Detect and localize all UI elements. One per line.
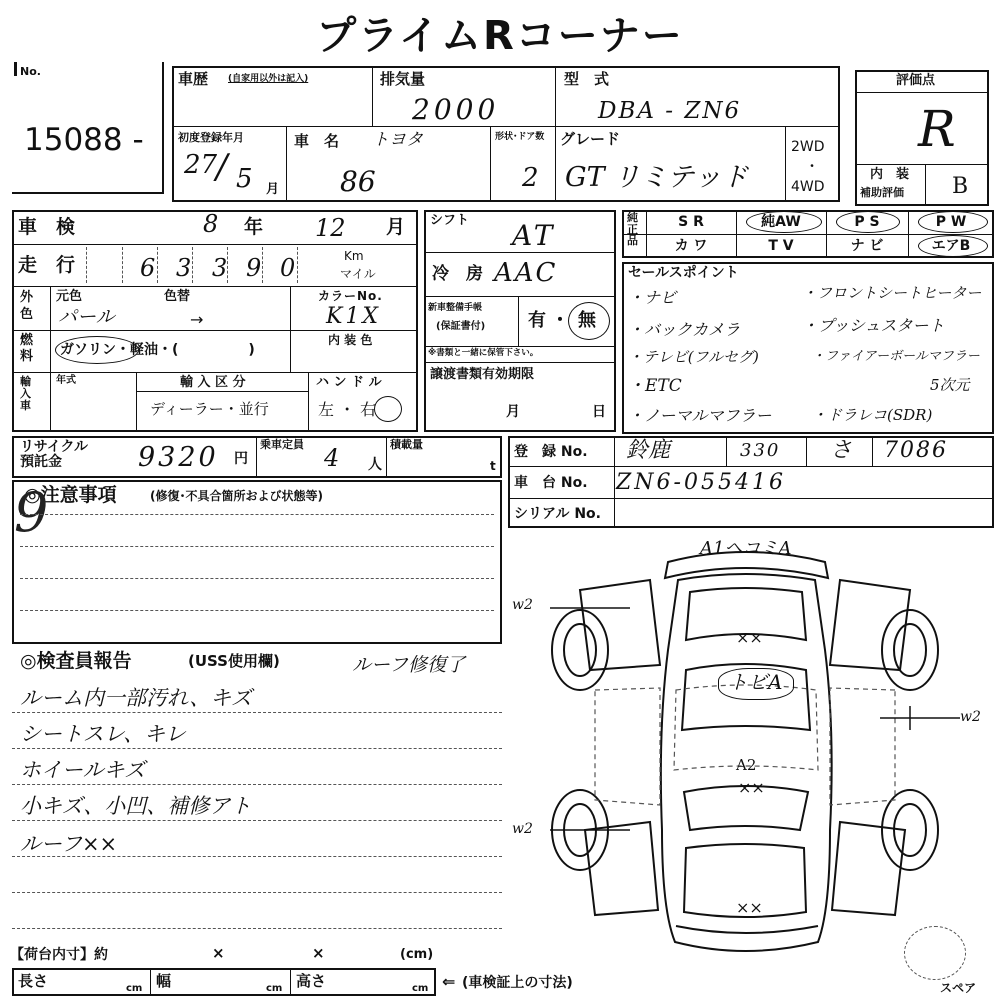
interior-color-label: 内 装 色	[328, 333, 373, 347]
sales-point-item: ・ナビ	[628, 288, 677, 307]
mileage-label: 走 行	[18, 254, 76, 276]
grid-line	[12, 372, 418, 373]
import-year-label: 年式	[56, 375, 76, 386]
import-section-label: 輸 入 区 分	[180, 375, 246, 390]
inspector-note: (USS使用欄)	[188, 652, 280, 670]
sales-point-item: ・ファイアーボールマフラー	[812, 349, 980, 364]
grid-line	[806, 436, 807, 466]
score-line	[925, 164, 926, 206]
mileage-digit: 3	[212, 254, 228, 282]
inspection-month-unit: 月	[386, 216, 406, 238]
interior-label-2: 補助評価	[860, 186, 904, 199]
pw-circle	[918, 211, 988, 233]
airbag-circle	[918, 235, 988, 257]
grid-line	[290, 286, 291, 372]
damage-rear: ××	[736, 898, 763, 917]
fuel-label: 燃 料	[20, 333, 34, 364]
load-unit: t	[490, 459, 496, 473]
damage-roof: トビA	[728, 670, 783, 694]
inspector-line: 小キズ、小凹、補修アト	[20, 794, 252, 818]
digit-sep	[192, 247, 193, 283]
drive-dot: ・	[806, 159, 819, 173]
equipment-airbag: エアB	[931, 238, 971, 254]
sales-point-item: ・テレビ(フルセグ)	[628, 348, 759, 366]
report-line	[12, 712, 502, 713]
height-unit: cm	[412, 983, 429, 994]
equipment-aw: 純AW	[761, 214, 801, 230]
ps-circle	[836, 211, 900, 233]
damage-w2-right: w2	[960, 709, 981, 725]
displacement-value: 2000	[412, 93, 500, 126]
grid-line	[290, 968, 291, 996]
caution-note: (修復･不具合箇所および状態等)	[150, 489, 323, 503]
score-line	[855, 164, 989, 165]
equipment-sr: S R	[678, 214, 704, 230]
roof-circle	[718, 668, 794, 700]
sales-point-item: ・プッシュスタート	[802, 316, 945, 335]
grid-line	[614, 436, 615, 528]
interior-value: B	[952, 174, 969, 199]
caution-label: ◎注意事項	[24, 484, 117, 506]
height-label: 高さ	[296, 972, 327, 990]
grid-line	[136, 391, 308, 392]
handle-value: 左 ・ 右	[318, 400, 377, 419]
cargo-unit: (cm)	[400, 947, 434, 962]
equipment-navi: ナ ビ	[850, 238, 884, 254]
manual-no: 無	[578, 310, 596, 331]
exterior-label: 外 色	[20, 290, 34, 322]
mileage-digit: 0	[280, 254, 296, 282]
doors-value: 2	[522, 163, 539, 193]
grid-line	[12, 286, 418, 287]
history-label: 車歴	[178, 70, 209, 88]
grid-line	[386, 436, 387, 478]
fuel-options: ガソリン・軽油・( )	[60, 342, 255, 358]
digit-sep	[122, 247, 123, 283]
inspector-remark: ルーフ修復了	[352, 654, 466, 676]
grid-line	[622, 234, 994, 235]
grid-line	[508, 466, 994, 467]
recycle-label: リサイクル 預託金	[20, 439, 89, 471]
equipment-leather: カ ワ	[674, 238, 708, 254]
score-line	[855, 92, 989, 93]
mileage-digit: 6	[140, 254, 156, 282]
grade-label: グレード	[560, 130, 621, 148]
dimensions-row	[12, 968, 436, 996]
grid-line	[785, 126, 786, 202]
grid-line	[555, 66, 556, 202]
shift-label: シフト	[430, 213, 470, 228]
ac-value: AAC	[494, 258, 558, 288]
grid-line	[172, 126, 840, 127]
registration-place: 鈴鹿	[626, 438, 671, 463]
transfer-day: 日	[592, 404, 606, 420]
sales-point-item: ・バックカメラ	[628, 320, 741, 339]
grid-line	[150, 968, 151, 996]
manual-note: ※書類と一緒に保管下さい。	[428, 348, 539, 358]
color-no-label: カラーNo.	[318, 289, 383, 303]
manual-no-circle	[568, 302, 610, 340]
displacement-label: 排気量	[380, 70, 426, 88]
mileage-digit: 9	[246, 254, 262, 282]
chassis-value: ZN6-055416	[616, 470, 786, 495]
interior-label-1: 内 装	[870, 167, 910, 182]
mileage-unit-mile: マイル	[340, 267, 376, 281]
first-reg-label: 初度登録年月	[178, 131, 244, 144]
sales-point-item: ・フロントシートヒーター	[802, 284, 982, 302]
car-name-value: 86	[340, 165, 376, 198]
length-unit: cm	[126, 983, 143, 994]
damage-side-x: ××	[738, 778, 765, 797]
lot-no-label: No.	[20, 65, 41, 78]
grid-line	[372, 66, 373, 126]
caution-line	[20, 578, 494, 579]
sales-point-item: 5次元	[930, 376, 970, 394]
inspector-line: ルーム内一部汚れ、キズ	[20, 686, 252, 710]
cargo-x2: ×	[312, 944, 325, 962]
damage-w2-left-top: w2	[512, 597, 533, 613]
sales-point-item: ・ドラレコ(SDR)	[812, 406, 933, 424]
width-unit: cm	[266, 983, 283, 994]
load-label: 積載量	[390, 438, 423, 451]
model-label: 型 式	[564, 70, 610, 88]
doors-label: 形状･ドア数	[495, 132, 545, 142]
fuel-circle	[55, 336, 139, 364]
score-label: 評価点	[896, 73, 936, 88]
dims-arrow: ⇐	[442, 972, 456, 991]
cargo-x1: ×	[212, 944, 225, 962]
caution-line	[20, 514, 494, 515]
registration-label: 登 録 No.	[514, 444, 588, 460]
chassis-label: 車 台 No.	[514, 475, 588, 491]
equipment-tv: T V	[768, 238, 794, 254]
mileage-unit-km: Km	[344, 249, 364, 263]
cargo-label: 【荷台内寸】約	[10, 947, 108, 963]
capacity-value: 4	[324, 444, 340, 472]
width-label: 幅	[156, 972, 172, 990]
report-line	[12, 928, 502, 929]
orig-color-label: 元色	[56, 289, 83, 304]
drive-2wd: 2WD	[791, 139, 825, 155]
car-maker: トヨタ	[372, 130, 423, 150]
manual-dot: ・	[551, 310, 569, 331]
first-reg-month: 5	[236, 164, 253, 194]
color-arrow: →	[190, 310, 204, 329]
first-reg-year: 27	[184, 150, 218, 180]
mileage-digit: 3	[176, 254, 192, 282]
shift-value: AT	[512, 219, 556, 252]
length-label: 長さ	[18, 972, 49, 990]
recycle-unit: 円	[234, 451, 248, 467]
inspector-line: ホイールキズ	[20, 758, 146, 782]
registration-class: 330	[740, 440, 781, 461]
manual-label-1: 新車整備手帳	[428, 303, 483, 313]
transfer-label: 譲渡書類有効期限	[430, 367, 535, 382]
registration-number: 7086	[884, 438, 948, 463]
grid-line	[136, 372, 137, 432]
handle-circle	[374, 396, 402, 422]
grid-line	[286, 126, 287, 202]
first-reg-slash: /	[216, 147, 228, 187]
page-title: プライムRコーナー	[316, 13, 684, 59]
import-label: 輸 入 車	[20, 375, 31, 413]
import-section-value: ディーラー・並行	[150, 400, 269, 418]
dims-note: (車検証上の寸法)	[462, 975, 573, 991]
grid-line	[518, 296, 519, 346]
digit-sep	[262, 247, 263, 283]
damage-bonnet: ××	[736, 628, 763, 647]
equipment-ps: P S	[854, 214, 880, 230]
grade-value: GT リミテッド	[565, 162, 749, 193]
grid-line	[256, 436, 257, 478]
lot-number: 15088 -	[24, 122, 144, 158]
report-line	[12, 892, 502, 893]
damage-side: A2	[736, 756, 757, 774]
inspection-label: 車 検	[18, 216, 76, 238]
repaint-label: 色替	[164, 289, 191, 304]
report-line	[12, 856, 502, 857]
inspection-year-unit: 年	[244, 216, 264, 238]
inspection-year: 8	[203, 210, 219, 238]
capacity-unit: 人	[368, 457, 382, 473]
grid-line	[726, 436, 727, 466]
grid-line	[50, 286, 51, 432]
grid-line	[424, 346, 616, 347]
grid-line	[424, 296, 616, 297]
transfer-month: 月	[506, 404, 520, 420]
equipment-pw: P W	[935, 214, 967, 230]
spare-circle	[904, 926, 966, 980]
damage-w2-left-bottom: w2	[512, 821, 533, 837]
caution-mark: 9	[14, 481, 49, 544]
spare-label: スペア	[940, 981, 977, 995]
report-line	[12, 820, 502, 821]
capacity-label: 乗車定員	[260, 438, 304, 451]
orig-color-value: パール	[58, 306, 115, 328]
grid-line	[508, 498, 994, 499]
caution-line	[20, 546, 494, 547]
inspector-label: ◎検査員報告	[20, 650, 132, 672]
sales-points-label: セールスポイント	[628, 265, 739, 281]
grid-line	[872, 436, 873, 466]
manual-label-2: (保証書付)	[436, 321, 486, 332]
equipment-genuine-label: 純 正 品	[627, 211, 638, 248]
history-note: (自家用以外は記入)	[228, 74, 309, 84]
sales-point-item: ・ノーマルマフラー	[628, 406, 772, 425]
inspection-month: 12	[315, 214, 346, 242]
grid-line	[424, 252, 616, 253]
grid-line	[12, 244, 418, 245]
recycle-value: 9320	[138, 442, 219, 473]
report-line	[12, 748, 502, 749]
sales-point-item: ・ETC	[628, 376, 682, 396]
model-value: DBA - ZN6	[598, 98, 742, 124]
color-no-value: K1X	[326, 304, 382, 329]
damage-front: A1ヘコミA	[700, 538, 792, 559]
handle-label: ハ ン ド ル	[316, 375, 382, 390]
grid-line	[424, 362, 616, 363]
score-value: R	[918, 100, 956, 158]
inspector-line: ルーフ××	[20, 832, 118, 856]
car-name-label: 車 名	[294, 132, 340, 150]
manual-yes: 有	[528, 310, 546, 331]
report-line	[12, 784, 502, 785]
grid-line	[12, 330, 418, 331]
drive-4wd: 4WD	[791, 179, 825, 195]
grid-line	[308, 372, 309, 432]
inspector-line: シートスレ、キレ	[20, 722, 186, 746]
aw-circle	[746, 211, 822, 233]
grid-line	[490, 126, 491, 202]
caution-line	[20, 610, 494, 611]
registration-kana: さ	[830, 438, 853, 463]
serial-label: シリアル No.	[514, 506, 601, 522]
ac-label: 冷 房	[432, 264, 483, 284]
first-reg-month-unit: 月	[266, 182, 280, 197]
mileage-digit-boxes	[86, 247, 298, 283]
digit-sep	[157, 247, 158, 283]
lot-corner-bar	[14, 62, 17, 76]
